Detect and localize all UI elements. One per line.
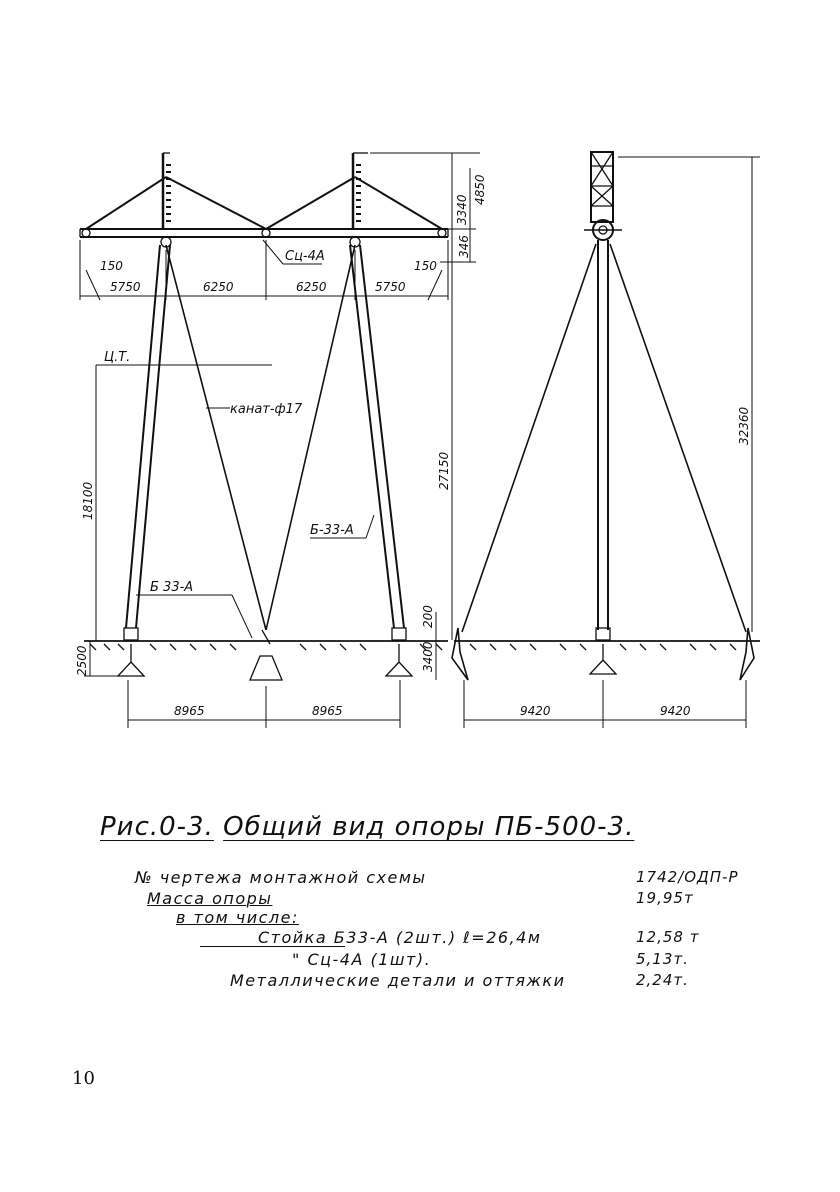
dim-8965-right: 8965 — [312, 704, 343, 718]
label-cg: Ц.Т. — [104, 350, 131, 365]
page-number: 10 — [72, 1068, 95, 1089]
dim-lines-right — [370, 153, 480, 680]
guy-cables — [166, 245, 355, 630]
left-mast — [163, 153, 171, 229]
right-leg — [350, 245, 404, 628]
side-guys — [452, 244, 754, 680]
dim-6250-left: 6250 — [203, 280, 234, 294]
label-leg-left: Б 33-А — [150, 580, 194, 595]
dim-32360: 32360 — [737, 406, 751, 445]
dim-lines-side — [464, 157, 760, 728]
part-labels — [104, 249, 354, 595]
dim-27150: 27150 — [437, 451, 451, 490]
dim-9420-right: 9420 — [660, 704, 691, 718]
dim-5750-right: 5750 — [375, 280, 406, 294]
dim-200: 200 — [421, 605, 435, 628]
label-cable: канат-ф17 — [230, 402, 303, 417]
spec-row-mass-label: Масса опоры — [147, 889, 273, 908]
spec-row-traverse-value: 5,13т. — [636, 950, 689, 968]
dim-9420-left: 9420 — [520, 704, 551, 718]
spec-row-mass-value: 19,95т — [636, 889, 694, 907]
figure-caption — [100, 812, 634, 842]
dim-3340: 3340 — [455, 194, 469, 225]
side-mast — [584, 152, 622, 674]
spec-row-metal-value: 2,24т. — [636, 971, 689, 989]
spec-row-traverse-label: " Сц-4А (1шт). — [292, 950, 432, 969]
dim-4850: 4850 — [473, 174, 487, 205]
spec-row-metal-label: Металлические детали и оттяжки — [230, 971, 566, 990]
dim-texts — [75, 174, 751, 718]
right-mast — [353, 153, 368, 229]
dim-8965-left: 8965 — [174, 704, 205, 718]
spec-row-drawing-value: 1742/ОДП-Р — [636, 868, 739, 886]
dim-5750-left: 5750 — [110, 280, 141, 294]
spec-row-including-label: в том числе: — [176, 908, 299, 927]
spec-leg-underline — [200, 946, 345, 947]
top-guys — [86, 177, 442, 229]
spec-row-drawing-label: № чертежа монтажной схемы — [135, 868, 427, 887]
dim-150-right: 150 — [414, 259, 437, 273]
dim-lines-bottom-front — [128, 680, 400, 728]
label-leg-right: Б-33-А — [310, 523, 354, 538]
dim-18100: 18100 — [81, 481, 95, 520]
dim-3400: 3400 — [421, 641, 435, 672]
dim-6250-right: 6250 — [296, 280, 327, 294]
spec-row-leg-value: 12,58 т — [636, 928, 700, 946]
dim-346: 346 — [457, 235, 471, 258]
footings-front — [118, 628, 412, 680]
caption-prefix: Рис.0-3. — [100, 812, 214, 842]
left-leg — [126, 245, 170, 628]
caption-title: Общий вид опоры ПБ-500-3. — [223, 812, 635, 842]
dim-2500: 2500 — [75, 645, 89, 676]
leaders — [136, 240, 374, 638]
spec-row-leg-label: Стойка Б33-А (2шт.) ℓ=26,4м — [258, 928, 542, 947]
dim-150-left: 150 — [100, 259, 123, 273]
label-traverse: Сц-4А — [285, 249, 325, 264]
